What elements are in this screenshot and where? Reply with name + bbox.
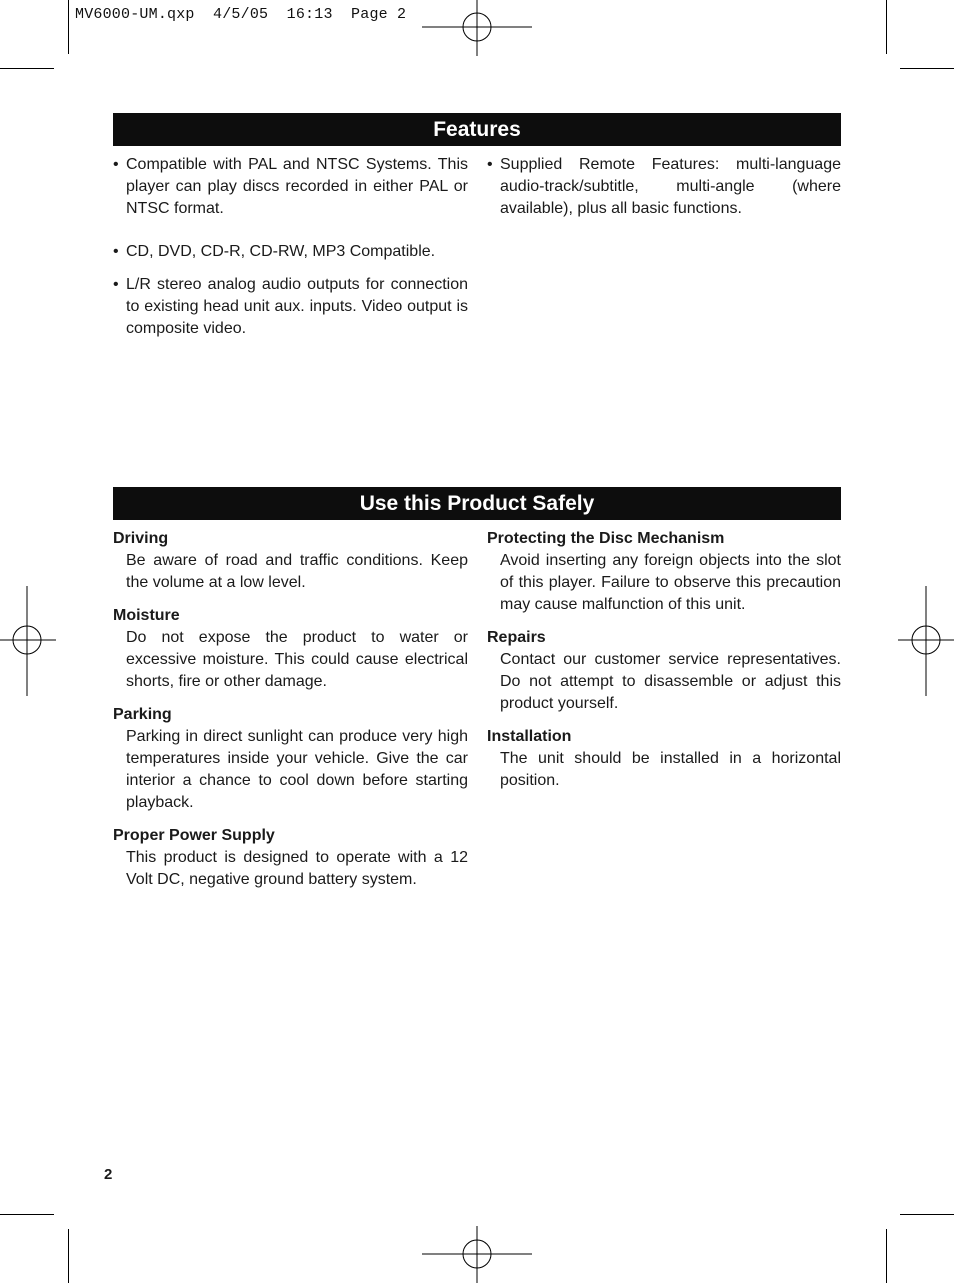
crop-mark-bottom-right-horizontal [900,1214,954,1215]
safety-item-body: The unit should be installed in a horizontal position. [500,750,841,789]
safety-item-body: Avoid inserting any foreign objects into the slot of this player. Failure to observe this precaution may cause malfunction of this unit. [500,552,841,613]
safety-item-body: Be aware of road and traffic conditions. Keep the volume at a low level. [126,552,468,591]
safety-right-column [487,528,841,803]
safety-item-heading: Repairs [487,629,546,646]
features-right-column [487,154,841,220]
safety-item-heading: Moisture [113,607,180,624]
crop-mark-bottom-left-horizontal [0,1214,54,1215]
bullet-icon: • [113,243,119,260]
registration-mark-left-icon [0,586,56,696]
safety-item-body: This product is designed to operate with a 12 Volt DC, negative ground battery system. [126,849,468,888]
feature-item: • Compatible with PAL and NTSC Systems. This player can play discs recorded in either PAL or NTSC format. [113,156,468,217]
crop-mark-top-right-vertical [886,0,887,54]
bullet-icon: • [487,156,493,173]
registration-mark-top-icon [422,0,532,56]
safety-item-body: Contact our customer service representatives. Do not attempt to disassemble or adjust this product yourself. [500,651,841,712]
page-number: 2 [104,1166,113,1183]
bullet-icon: • [113,156,119,173]
safety-item-heading: Protecting the Disc Mechanism [487,530,725,547]
crop-mark-top-left-vertical [68,0,69,54]
crop-mark-bottom-right-vertical [886,1229,887,1283]
features-heading: Features [113,113,841,146]
features-left-column [113,154,468,340]
feature-item: • CD, DVD, CD-R, CD-RW, MP3 Compatible. [113,241,468,263]
crop-mark-top-left-horizontal [0,68,54,69]
safety-item-body: Do not expose the product to water or excessive moisture. This could cause electrical shorts, fire or other damage. [126,629,468,690]
feature-item: • Supplied Remote Features: multi-language audio-track/subtitle, multi-angle (where available), plus all basic functions. [487,156,841,217]
crop-mark-bottom-left-vertical [68,1229,69,1283]
print-slug-line: MV6000-UM.qxp 4/5/05 16:13 Page 2 [75,6,407,23]
safety-heading: Use this Product Safely [113,487,841,520]
safety-item-heading: Parking [113,706,172,723]
registration-mark-right-icon [898,586,954,696]
safety-item-body: Parking in direct sunlight can produce very high temperatures inside your vehicle. Give the car interior a chance to cool down before starting playback. [126,728,468,811]
safety-item-heading: Driving [113,530,169,547]
safety-left-column [113,528,468,902]
bullet-icon: • [113,276,119,293]
safety-item-heading: Proper Power Supply [113,827,275,844]
feature-item: • L/R stereo analog audio outputs for connection to existing head unit aux. inputs. Video output is composite video. [113,276,468,337]
safety-item-heading: Installation [487,728,572,745]
crop-mark-top-right-horizontal [900,68,954,69]
registration-mark-bottom-icon [422,1226,532,1283]
